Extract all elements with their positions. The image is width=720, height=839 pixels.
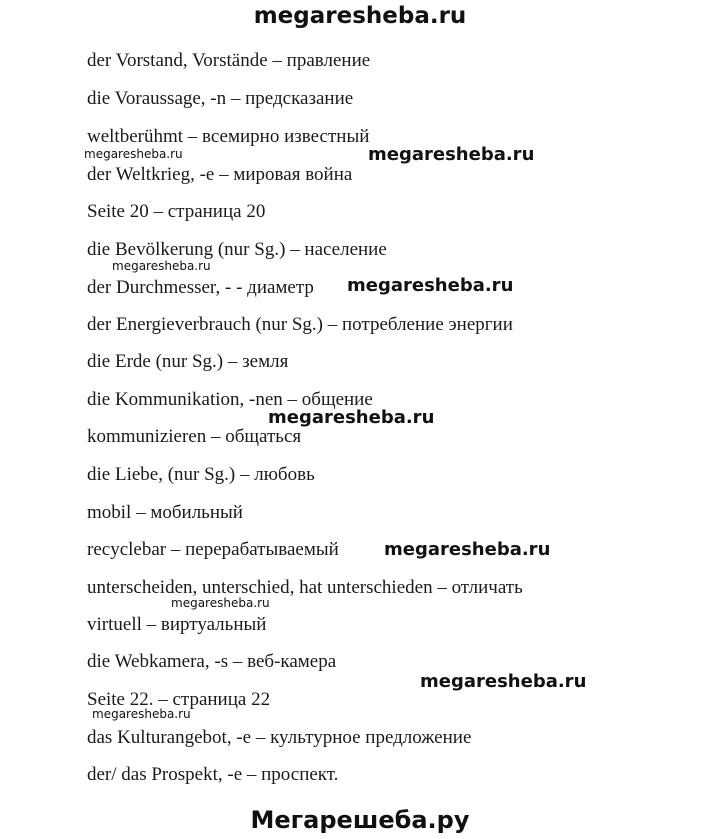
- vocab-entry-unterscheiden: unterscheiden, unterschied, hat unterschieden – отличать: [87, 577, 523, 598]
- vocab-entry-recyclebar: recyclebar – перерабатываемый: [87, 539, 339, 560]
- vocab-entry-voraussage: die Voraussage, -n – предсказание: [87, 88, 354, 109]
- vocab-entry-prospekt: der/ das Prospekt, -e – проспект.: [87, 764, 339, 785]
- page-footer-site-name: Мегарешеба.ру: [250, 806, 470, 834]
- vocab-entry-liebe: die Liebe, (nur Sg.) – любовь: [87, 464, 315, 485]
- vocab-entry-kommunizieren: kommunizieren – общаться: [87, 426, 302, 447]
- vocab-entry-bevoelkerung: die Bevölkerung (nur Sg.) – население: [87, 239, 387, 260]
- vocab-entry-erde: die Erde (nur Sg.) – земля: [87, 351, 289, 372]
- vocab-entry-webkamera: die Webkamera, -s – веб-камера: [87, 651, 337, 672]
- watermark-small: megaresheba.ru: [112, 259, 211, 273]
- vocab-entry-weltberuehmt: weltberühmt – всемирно известный: [87, 126, 370, 147]
- vocab-entry-virtuell: virtuell – виртуальный: [87, 614, 267, 635]
- page-header-site-name: megaresheba.ru: [253, 3, 467, 29]
- watermark-small: megaresheba.ru: [171, 596, 270, 610]
- watermark: megaresheba.ru: [420, 671, 587, 692]
- vocab-entry-durchmesser: der Durchmesser, - - диаметр: [87, 277, 314, 298]
- watermark: megaresheba.ru: [384, 539, 551, 560]
- vocab-entry-mobil: mobil – мобильный: [87, 502, 243, 523]
- vocab-entry-vorstand: der Vorstand, Vorstände – правление: [87, 50, 371, 71]
- watermark-small: megaresheba.ru: [92, 707, 191, 721]
- watermark: megaresheba.ru: [347, 275, 514, 296]
- vocab-entry-seite-20: Seite 20 – страница 20: [87, 201, 266, 222]
- watermark: megaresheba.ru: [268, 407, 435, 428]
- vocab-entry-kulturangebot: das Kulturangebot, -e – культурное предложение: [87, 727, 472, 748]
- vocab-entry-weltkrieg: der Weltkrieg, -e – мировая война: [87, 164, 353, 185]
- watermark-small: megaresheba.ru: [84, 147, 183, 161]
- watermark: megaresheba.ru: [368, 144, 535, 165]
- vocab-entry-energieverbrauch: der Energieverbrauch (nur Sg.) – потребление энергии: [87, 314, 513, 335]
- vocab-entry-kommunikation: die Kommunikation, -nen – общение: [87, 389, 373, 410]
- vocab-entry-seite-22: Seite 22. – страница 22: [87, 689, 271, 710]
